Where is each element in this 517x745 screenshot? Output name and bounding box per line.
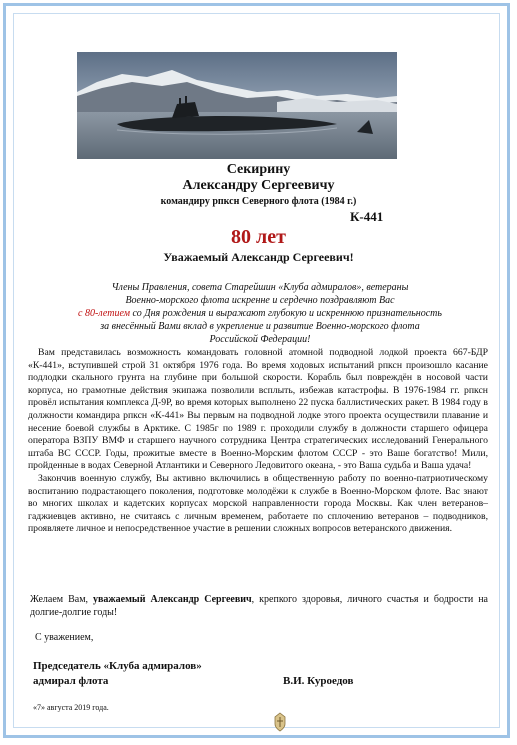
emblem-icon <box>273 712 287 732</box>
wishes-end: , крепкого здоровья, личного счастья и бодрости на долгие-долгие годы! <box>30 594 488 618</box>
signer-name: В.И. Куроедов <box>283 675 354 687</box>
biography-paragraph: Закончив военную службу, Вы активно включились в общественную работу по военно-патриотическому воспитанию подрастающего поколения, подготовке молодёжи к службе в Военно-Морском флоте. Вас знают во многих школах и кадетских корпусах морской направленности города Москвы. Как член ветеранов–гаджиевцев активно, не считаясь с личным временем, работаете по сплочению ветеранов – подводников, проявляете личное и непосредственное участие в решении сложных вопросов ветеранского движения. <box>28 472 488 535</box>
recipient-post: командиру рпксн Северного флота (1984 г.) <box>160 196 357 207</box>
wishes-addressee: уважаемый Александр Сергеевич <box>93 594 252 605</box>
closing-regards: С уважением, <box>35 632 94 643</box>
congrats-highlight: с 80-летием <box>78 308 131 319</box>
biography-paragraph: Вам представилась возможность командовать головной атомной подводной лодкой проекта 667-БДР «К-441», вступившей строй 31 октября 1976 года. Во время ходовых испытаний рпксн произошло касание подлодки скального грунта на глубине при большой скорости. Корабль был повреждён в носовой части корпуса, но грамотные действия экипажа позволили всплыть, избежав катастрофы. В 1976-1984 гг. рпксн провёл испытания комплекса Д-9Р, во время которых выполнено 22 пуска баллистических ракет. В 1984 году в должности командира рпксн «К-441» Вы первым на подводной лодке этого проекта осуществили плавание и несение боевой службы в Арктике. С 1985г по 1989 г. проходили службу в должности старшего офицера оператора ВЗПУ ВМФ и старшего научного сотрудника Центра стратегических исследований Генерального штаба ВС СССР. Годы, прожитые вместе в Военно-Морским флотом СССР - это Ваше богатство! Мили, пройденные в водах Северной Атлантики и Северного Ледовитого океана, - это Ваша судьба и Ваша удача! <box>28 347 488 472</box>
congrats-line <box>45 307 475 320</box>
congrats-line-rest: со Дня рождения и выражают глубокую и искреннюю признательность <box>130 308 442 319</box>
recipient-name: Александру Сергеевичу <box>182 178 335 193</box>
congrats-line: Члены Правления, совета Старейшин «Клуба адмиралов», ветераны <box>111 282 409 293</box>
congrats-line: Российской Федерации! <box>209 334 311 345</box>
congrats-line: за внесённый Вами вклад в укрепление и развитие Военно-морского флота <box>100 321 420 332</box>
signer-title: Председатель «Клуба адмиралов» <box>33 660 202 672</box>
submarine-photo <box>77 52 397 159</box>
congratulation-text <box>45 281 475 346</box>
signer-rank: адмирал флота <box>33 675 109 687</box>
biography-text <box>28 347 488 536</box>
greeting: Уважаемый Александр Сергеевич! <box>163 250 354 264</box>
congrats-line: Военно-морского флота искренне и сердечно поздравляют Вас <box>125 295 395 306</box>
recipient-surname: Секирину <box>226 162 291 177</box>
anniversary-age: 80 лет <box>231 226 286 248</box>
ship-number: К-441 <box>350 209 384 224</box>
letter-date: «7» августа 2019 года. <box>33 703 109 712</box>
wishes-paragraph <box>30 594 488 620</box>
wishes-start: Желаем Вам, <box>30 594 94 605</box>
